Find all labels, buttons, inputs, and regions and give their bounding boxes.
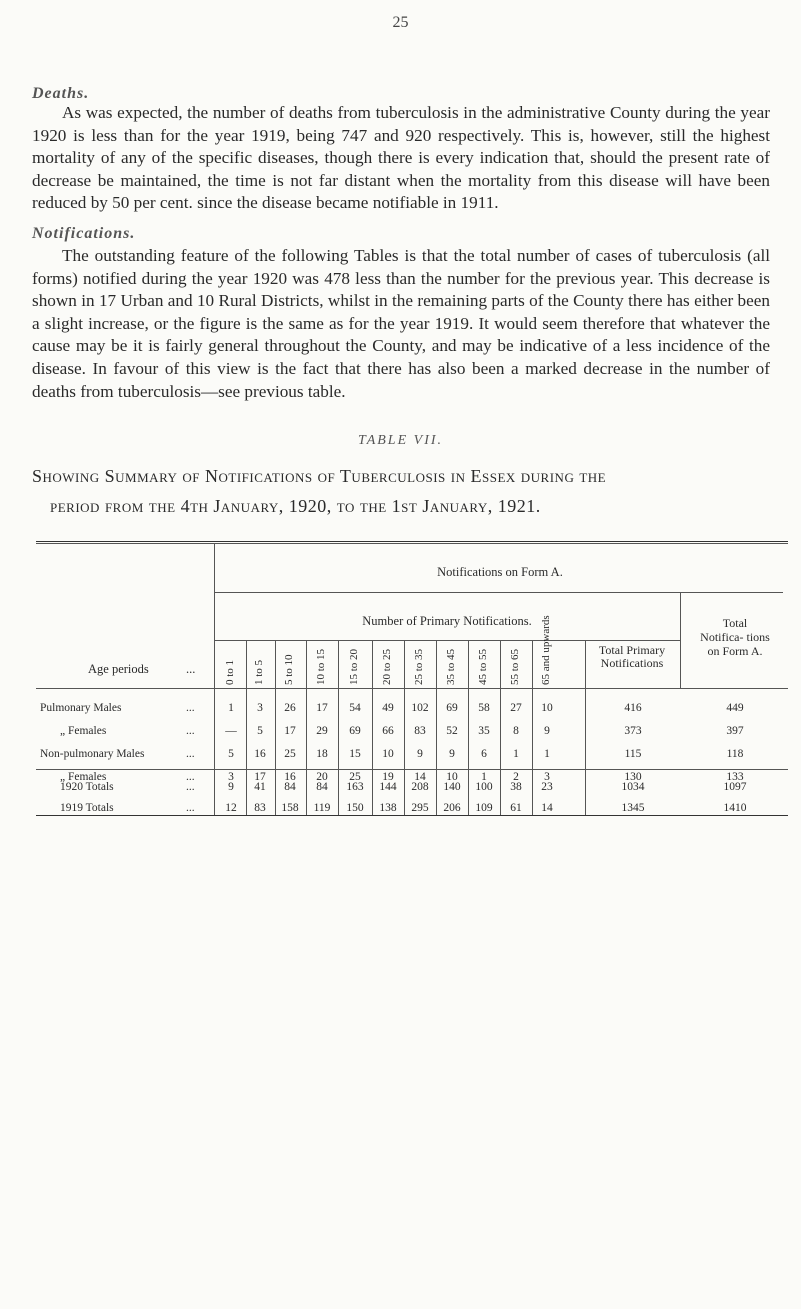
total-primary-cell: 130 [624, 771, 642, 783]
table-cell: 19 [382, 771, 394, 783]
table-cell: 138 [379, 802, 397, 814]
table-cell: 25 [284, 748, 296, 760]
table-cell: 38 [510, 781, 522, 793]
table-cell: 1 [544, 748, 550, 760]
table-bottom-rule [36, 815, 788, 816]
table-cell: 15 [349, 748, 361, 760]
table-cell: 17 [316, 702, 328, 714]
age-header-10: 65 and upwards [540, 615, 552, 685]
total-primary-cell: 1034 [621, 781, 645, 793]
age-header-3: 10 to 15 [315, 648, 327, 685]
table-cell: 23 [541, 781, 553, 793]
table-cell: 3 [257, 702, 263, 714]
age-header-6: 25 to 35 [413, 648, 425, 685]
age-header-1: 1 to 5 [253, 659, 265, 685]
table-cell: 1 [228, 702, 234, 714]
table-cell: 61 [510, 802, 522, 814]
table-cell: 35 [478, 725, 490, 737]
total-primary-cell: 416 [624, 702, 642, 714]
total-form-cell: 1097 [723, 781, 747, 793]
table-cell: 18 [316, 748, 328, 760]
total-form-cell: 118 [726, 748, 744, 760]
row-label: Pulmonary Males [40, 702, 122, 714]
table-cell: 12 [225, 802, 237, 814]
table-cell: 6 [481, 748, 487, 760]
table-cell: 144 [379, 781, 397, 793]
total-form-cell: 449 [726, 702, 744, 714]
row-label: 1920 Totals [60, 781, 114, 793]
table-cell: 109 [475, 802, 493, 814]
table-cell: 100 [475, 781, 493, 793]
table-top-rule-inner [36, 543, 788, 544]
table-cell: 29 [316, 725, 328, 737]
row-label: „ Females [60, 725, 107, 737]
table-cell: 25 [349, 771, 361, 783]
table-cell: 9 [417, 748, 423, 760]
table-cell: 17 [254, 771, 266, 783]
table-cell: 119 [313, 802, 331, 814]
table-cell: 27 [510, 702, 522, 714]
table-cell: 58 [478, 702, 490, 714]
table-cell: 150 [346, 802, 364, 814]
header-bottom-rule [36, 688, 788, 689]
table-cell: 66 [382, 725, 394, 737]
table-cell: 3 [228, 771, 234, 783]
table-cell: — [225, 725, 237, 737]
row-dots: ... [186, 802, 195, 814]
table-title: TABLE VII. [357, 433, 444, 448]
age-header-5: 20 to 25 [381, 648, 393, 685]
age-header-9: 55 to 65 [509, 648, 521, 685]
header-total-form-a: Total Notifica- tions on Form A. [700, 616, 770, 658]
table-cell: 9 [544, 725, 550, 737]
caption-line-1: Showing Summary of Notifications of Tuberculosis in Essex during the [32, 466, 607, 486]
table-top-rule [36, 541, 788, 542]
header-primary-notifications: Number of Primary Notifications. [362, 614, 532, 628]
table-cell: 52 [446, 725, 458, 737]
age-header-2: 5 to 10 [283, 654, 295, 685]
table-cell: 1 [513, 748, 519, 760]
deaths-heading: Deaths. [32, 85, 90, 102]
total-form-cell: 397 [726, 725, 744, 737]
table-cell: 206 [443, 802, 461, 814]
table-cell: 14 [541, 802, 553, 814]
age-header-7: 35 to 45 [445, 648, 457, 685]
header-total-primary: Total Primary Notifications [598, 643, 666, 670]
table-cell: 10 [382, 748, 394, 760]
table-cell: 10 [446, 771, 458, 783]
table-cell: 140 [443, 781, 461, 793]
table-cell: 5 [257, 725, 263, 737]
total-form-cell: 1410 [723, 802, 747, 814]
age-column-divider-10 [585, 641, 586, 815]
row-label: „ Females [60, 771, 107, 783]
header-age-dots: ... [186, 662, 196, 676]
table-cell: 83 [254, 802, 266, 814]
page-number: 25 [392, 14, 409, 31]
table-cell: 83 [414, 725, 426, 737]
row-label: Non-pulmonary Males [40, 748, 145, 760]
total-form-cell: 133 [726, 771, 744, 783]
table-cell: 9 [449, 748, 455, 760]
table-cell: 158 [281, 802, 299, 814]
table-cell: 84 [316, 781, 328, 793]
table-cell: 8 [513, 725, 519, 737]
row-label: 1919 Totals [60, 802, 114, 814]
header-rule-1 [215, 592, 783, 593]
total-primary-cell: 1345 [621, 802, 645, 814]
row-dots: ... [186, 725, 195, 737]
total-primary-cell: 115 [624, 748, 642, 760]
table-caption [32, 461, 772, 521]
table-cell: 41 [254, 781, 266, 793]
table-cell: 14 [414, 771, 426, 783]
table-cell: 295 [411, 802, 429, 814]
table-cell: 3 [544, 771, 550, 783]
deaths-paragraph: As was expected, the number of deaths from tuberculosis in the administrative County during the year 1920 is less than for the year 1919, being 747 and 920 respectively. This is, however, still the highest mortality of any of the specific diseases, though there is every indication that, should the present rate of decrease be maintained, the time is not far distant when the mortality from this disease will have been reduced by 50 per cent. since the disease became notifiable in 1911. [32, 103, 770, 213]
table-cell: 1 [481, 771, 487, 783]
row-dots: ... [186, 702, 195, 714]
notifications-paragraph: The outstanding feature of the following Tables is that the total number of cases of tuberculosis (all forms) notified during the year 1920 was 478 less than the number for the previous year. This decrease is shown in 17 Urban and 10 Rural Districts, whilst in the remaining parts of the County there has either been a slight increase, or the figure is the same as for the year 1919. It would seem therefore that whatever the cause may be it is fairly general throughout the County, and may be indicative of a less incidence of the disease. In favour of this view is the fact that there has also been a marked decrease in the number of deaths from tuberculosis—see previous table. [32, 246, 770, 401]
table-cell: 16 [254, 748, 266, 760]
table-cell: 69 [349, 725, 361, 737]
table-cell: 17 [284, 725, 296, 737]
header-age-periods: Age periods [88, 662, 149, 676]
total-form-divider [680, 592, 681, 688]
table-cell: 2 [513, 771, 519, 783]
header-rule-2 [215, 640, 680, 641]
table-cell: 102 [411, 702, 429, 714]
table-cell: 10 [541, 702, 553, 714]
table-cell: 54 [349, 702, 361, 714]
caption-line-2: period from the 4th January, 1920, to the 1st January, 1921. [50, 496, 541, 516]
row-dots: ... [186, 771, 195, 783]
table-cell: 163 [346, 781, 364, 793]
table-cell: 69 [446, 702, 458, 714]
table-cell: 49 [382, 702, 394, 714]
total-primary-cell: 373 [624, 725, 642, 737]
age-header-0: 0 to 1 [224, 659, 236, 685]
table-cell: 16 [284, 771, 296, 783]
table-cell: 5 [228, 748, 234, 760]
table-cell: 9 [228, 781, 234, 793]
age-header-8: 45 to 55 [477, 648, 489, 685]
table-cell: 208 [411, 781, 429, 793]
totals-rule [36, 769, 788, 770]
row-dots: ... [186, 748, 195, 760]
table-cell: 84 [284, 781, 296, 793]
table-cell: 20 [316, 771, 328, 783]
row-dots: ... [186, 781, 195, 793]
table-cell: 26 [284, 702, 296, 714]
notifications-heading: Notifications. [32, 225, 136, 242]
header-notifications-form-a: Notifications on Form A. [437, 565, 563, 579]
age-header-4: 15 to 20 [348, 648, 360, 685]
